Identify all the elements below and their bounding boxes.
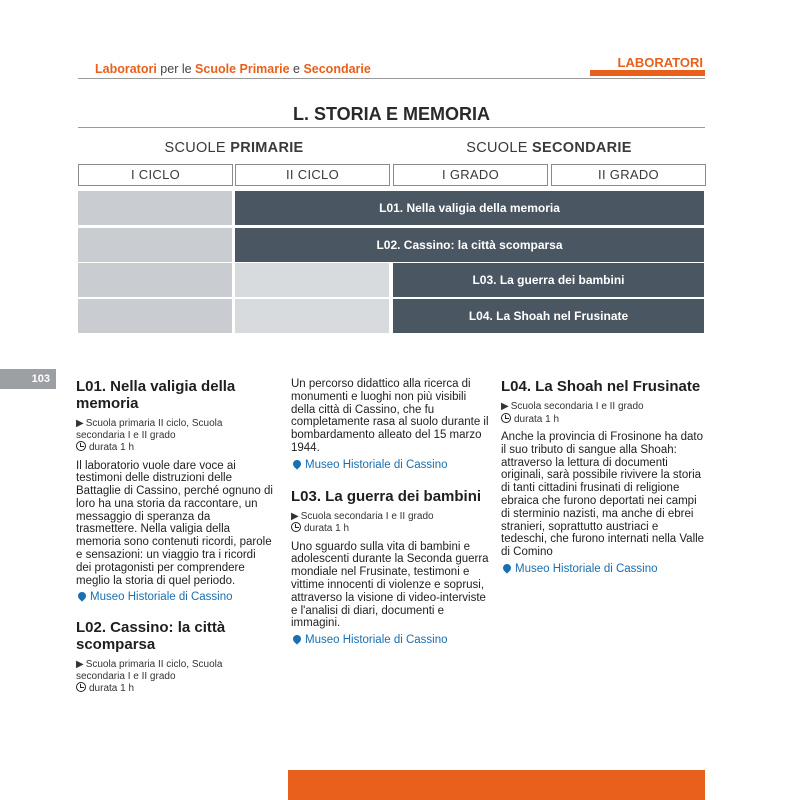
header-part: Laboratori xyxy=(95,62,157,76)
lab-location-text[interactable]: Museo Historiale di Cassino xyxy=(305,458,448,471)
header-part: Secondarie xyxy=(303,62,371,76)
lab-audience xyxy=(76,659,274,682)
grid-empty-cell xyxy=(78,263,232,297)
grade-header-i-grado: I GRADO xyxy=(393,164,548,186)
header-part: per le xyxy=(156,62,196,76)
grade-header-ii-grado: II GRADO xyxy=(551,164,706,186)
school-label-bold: PRIMARIE xyxy=(230,140,304,156)
grade-header-i-ciclo: I CICLO xyxy=(78,164,233,186)
lab-duration xyxy=(76,682,274,695)
lab-description: Anche la provincia di Frosinone ha dato il suo tributo di sangue alla Shoah: attraverso la lettura di documenti originali, sarà possibile rivivere la storia di tanti cittadini frusinati di religione ebraica che furono deportati nei campi di sterminio nazisti, ma anche di ebrei stranieri, soprattutto austriaci e tedeschi, che furono internati nella Valle di Comino xyxy=(501,431,705,559)
section-tab: LABORATORI xyxy=(590,56,705,76)
lab-duration xyxy=(291,522,489,535)
location-pin-icon xyxy=(291,458,302,469)
grid-empty-cell xyxy=(235,263,389,297)
lab-duration xyxy=(76,441,274,454)
school-primary-label xyxy=(78,140,390,156)
footer-accent-bar xyxy=(288,770,705,800)
lab-audience-text: Scuola primaria II ciclo, Scuola secondaria I e II grado xyxy=(76,659,223,682)
location-pin-icon xyxy=(501,562,512,573)
section-title: L. STORIA E MEMORIA xyxy=(292,104,490,124)
play-icon: ▶ xyxy=(291,510,299,522)
clock-icon xyxy=(76,441,86,451)
page-number: 103 xyxy=(0,369,56,389)
lab-audience-text: Scuola primaria II ciclo, Scuola secondaria I e II grado xyxy=(76,418,223,441)
header-part: Scuole Primarie xyxy=(195,62,290,76)
lab-location-text[interactable]: Museo Historiale di Cassino xyxy=(305,634,448,647)
school-secondary-label xyxy=(393,140,705,156)
clock-icon xyxy=(291,522,301,532)
lab-location-link[interactable] xyxy=(291,459,489,472)
lab-description: Il laboratorio vuole dare voce ai testimoni delle distruzioni delle Battaglie di Cassino, perché ognuno di loro ha una storia da raccontare, un messaggio di speranza da trasmettere. Nella valigia della memoria sono contenuti ricordi, parole e sensazioni: un viaggio tra i ricordi dei protagonisti per comprendere meglio la storia di quel periodo. xyxy=(76,459,273,587)
grid-empty-cell xyxy=(235,299,389,333)
grid-empty-cell xyxy=(78,191,232,225)
grade-header-ii-ciclo: II CICLO xyxy=(235,164,390,186)
location-pin-icon xyxy=(291,633,302,644)
lab-location-text[interactable]: Museo Historiale di Cassino xyxy=(515,562,658,575)
school-label-plain: SCUOLE xyxy=(466,140,533,156)
section-rule xyxy=(78,127,705,128)
text-column-1 xyxy=(76,378,274,695)
lab-audience xyxy=(76,418,274,441)
text-column-3 xyxy=(501,378,705,576)
lab-audience-text: Scuola secondaria I e II grado xyxy=(510,401,644,412)
play-icon: ▶ xyxy=(501,401,509,412)
play-icon: ▶ xyxy=(76,418,84,429)
lab-description: Un percorso didattico alla ricerca di monumenti e luoghi non più visibili della città di Cassino, che fu completamente rasa al suolo durante il bombardamento alleato del 15 marzo 1944. xyxy=(291,378,489,454)
grid-row-l04: L04. La Shoah nel Frusinate xyxy=(393,299,704,333)
lab-duration-text: durata 1 h xyxy=(514,413,560,425)
lab-audience-text: Scuola secondaria I e II grado xyxy=(300,510,434,522)
lab-location-text[interactable]: Museo Historiale di Cassino xyxy=(90,591,233,604)
lab-title: L04. La Shoah nel Frusinate xyxy=(501,378,701,395)
clock-icon xyxy=(76,682,86,692)
text-column-2 xyxy=(291,378,489,647)
lab-title: L03. La guerra dei bambini xyxy=(291,487,482,505)
lab-location-link[interactable] xyxy=(76,591,274,604)
grid-row-l01: L01. Nella valigia della memoria xyxy=(235,191,704,225)
grid-empty-cell xyxy=(78,228,232,262)
lab-audience xyxy=(291,511,489,523)
lab-duration-text: durata 1 h xyxy=(89,683,135,695)
school-label-plain: SCUOLE xyxy=(164,140,231,156)
header-part: e xyxy=(289,62,304,76)
lab-title: L01. Nella valigia della memoria xyxy=(76,378,236,412)
lab-location-link[interactable] xyxy=(291,634,489,647)
lab-audience xyxy=(501,401,705,413)
lab-description: Uno sguardo sulla vita di bambini e adolescenti durante la Seconda guerra mondiale nel Frusinate, testimoni e vittime innocenti di violenze e soprusi, attraverso la visione di video-interviste e l'analisi di diari, documenti e immagini. xyxy=(291,540,489,630)
play-icon: ▶ xyxy=(76,659,84,671)
grid-empty-cell xyxy=(78,299,232,333)
header-rule xyxy=(78,78,705,79)
school-label-bold: SECONDARIE xyxy=(532,140,632,156)
lab-location-link[interactable] xyxy=(501,563,705,576)
lab-duration-text: durata 1 h xyxy=(304,523,350,535)
lab-duration xyxy=(501,413,705,426)
grid-row-l03: L03. La guerra dei bambini xyxy=(393,263,704,297)
lab-duration-text: durata 1 h xyxy=(89,442,135,453)
grid-row-l02: L02. Cassino: la città scomparsa xyxy=(235,228,704,262)
running-header xyxy=(95,62,371,76)
lab-title: L02. Cassino: la città scomparsa xyxy=(76,619,226,654)
location-pin-icon xyxy=(76,591,87,602)
clock-icon xyxy=(501,413,511,423)
